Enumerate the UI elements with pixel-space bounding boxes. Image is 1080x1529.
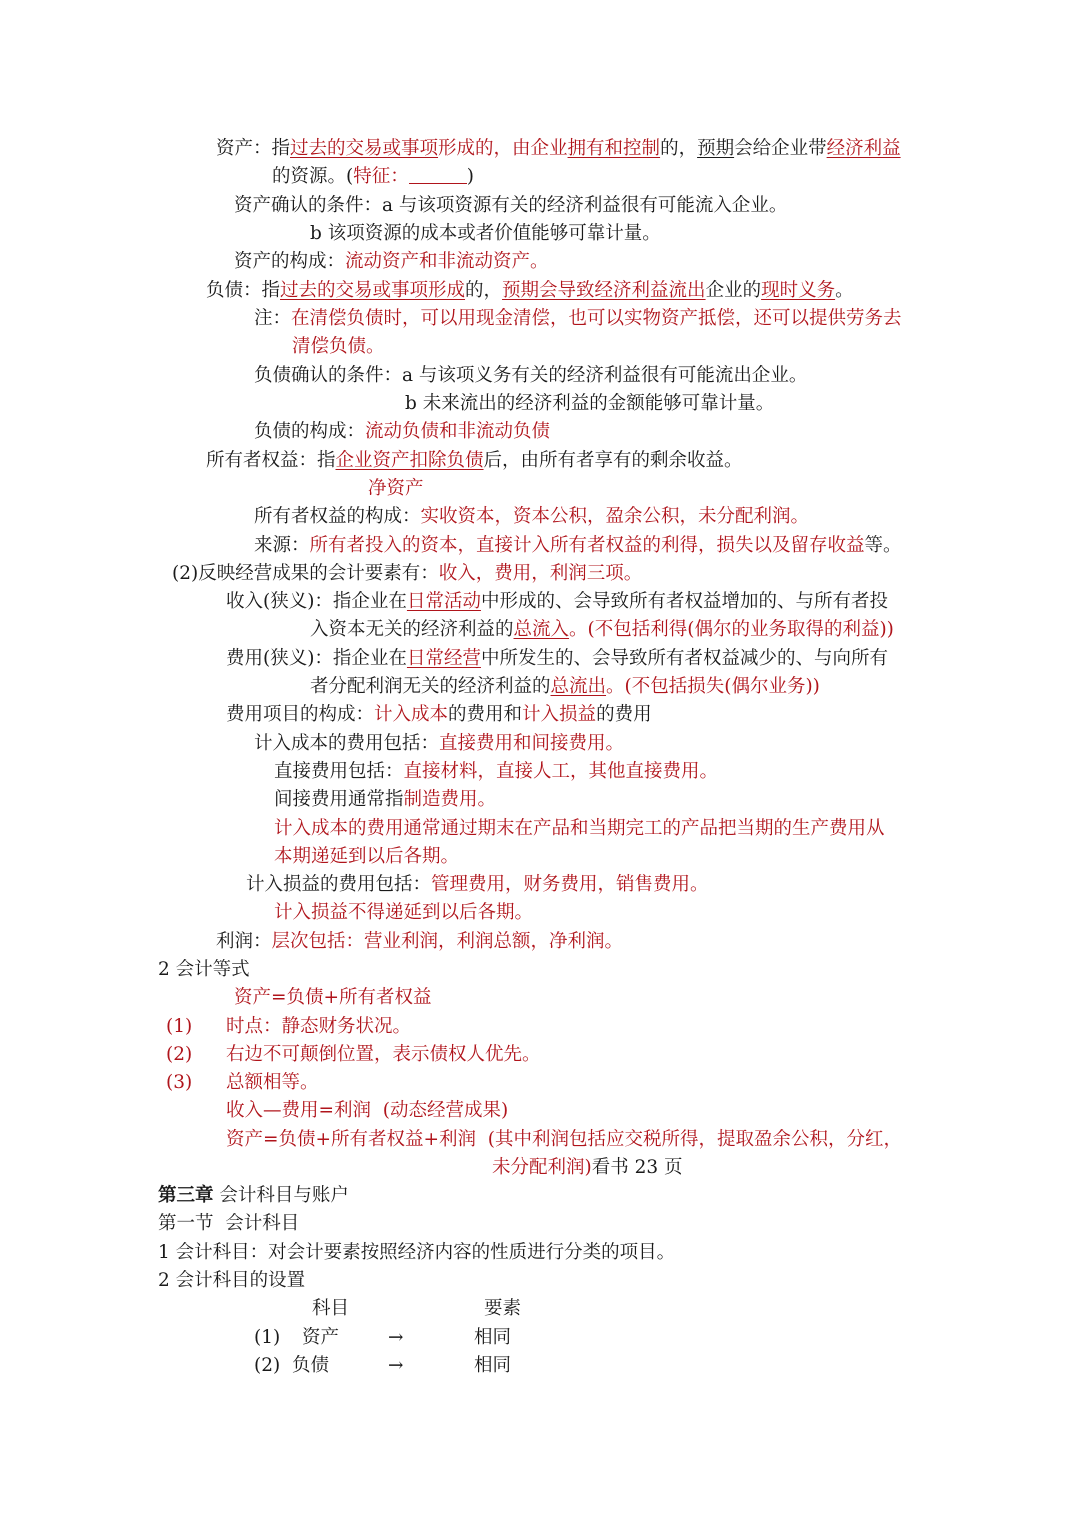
asset-condition-b: b 该项资源的成本或者价值能够可靠计量。 (310, 223, 661, 244)
fill-blank (409, 167, 467, 184)
equation-heading: 2 会计等式 (158, 959, 250, 980)
expense-items-composition: 费用项目的构成：计入成本的费用和计入损益的费用 (226, 704, 652, 725)
table-row-subject: 负债 (292, 1355, 330, 1376)
liability-condition-b: b 未来流出的经济利益的金额能够可靠计量。 (405, 393, 775, 414)
expense-definition-line-1: 费用(狭义)：指企业在日常经营中所发生的、会导致所有者权益减少的、与向所有 (226, 648, 888, 669)
revenue-definition-line-1: 收入(狭义)：指企业在日常活动中形成的、会导致所有者权益增加的、与所有者投 (226, 591, 888, 612)
account-definition: 1 会计科目：对会计要素按照经济内容的性质进行分类的项目。 (158, 1242, 676, 1263)
table-row-num: (1) (254, 1327, 281, 1348)
liability-condition-a: 负债确认的条件：a 与该项义务有关的经济利益很有可能流出企业。 (254, 365, 808, 386)
account-setting-heading: 2 会计科目的设置 (158, 1270, 306, 1291)
section-title: 第一节 会计科目 (158, 1213, 300, 1234)
profit-definition: 利润：层次包括：营业利润，利润总额，净利润。 (216, 931, 624, 952)
extended-equation-line-1: 资产=负债+所有者权益+利润 (其中利润包括应交税所得，提取盈余公积，分红， (226, 1129, 902, 1150)
revenue-definition-line-2: 入资本无关的经济利益的总流入。(不包括利得(偶尔的业务取得的利益)) (310, 619, 894, 640)
table-row-element: 相同 (474, 1327, 512, 1348)
equation-item-text: 总额相等。 (226, 1072, 319, 1093)
equation-item-text: 时点：静态财务状况。 (226, 1016, 412, 1037)
equation-item-text: 右边不可颠倒位置，表示债权人优先。 (226, 1044, 541, 1065)
table-header-element: 要素 (484, 1298, 522, 1319)
liability-note-line-1: 注：在清偿负债时，可以用现金清偿，也可以实物资产抵偿，还可以提供劳务去 (254, 308, 902, 329)
extended-equation-line-2: 未分配利润)看书 23 页 (492, 1157, 683, 1178)
operating-heading: (2)反映经营成果的会计要素有：收入，费用，利润三项。 (172, 563, 643, 584)
equity-composition: 所有者权益的构成：实收资本，资本公积，盈余公积，未分配利润。 (254, 506, 810, 527)
arrow-right-icon: → (388, 1355, 404, 1376)
asset-condition-a: 资产确认的条件：a 与该项资源有关的经济利益很有可能流入企业。 (234, 195, 788, 216)
dynamic-equation: 收入—费用=利润 (动态经营成果) (226, 1100, 509, 1121)
chapter-title: 第三章 会计科目与账户 (158, 1185, 349, 1206)
arrow-right-icon: → (388, 1327, 404, 1348)
equity-definition: 所有者权益：指企业资产扣除负债后，由所有者享有的剩余收益。 (206, 450, 743, 471)
table-header-subject: 科目 (312, 1298, 350, 1319)
liability-definition: 负债：指过去的交易或事项形成的，预期会导致经济利益流出企业的现时义务。 (206, 280, 854, 301)
pl-note: 计入损益不得递延到以后各期。 (274, 902, 534, 923)
pl-expenses: 计入损益的费用包括：管理费用，财务费用，销售费用。 (246, 874, 709, 895)
liability-note-line-2: 清偿负债。 (292, 336, 385, 357)
cost-note-line-1: 计入成本的费用通常通过期末在产品和当期完工的产品把当期的生产费用从 (274, 818, 885, 839)
equation-item: (2) (166, 1044, 193, 1065)
cost-expenses: 计入成本的费用包括：直接费用和间接费用。 (254, 733, 625, 754)
equity-source: 来源：所有者投入的资本，直接计入所有者权益的利得，损失以及留存收益等。 (254, 535, 902, 556)
asset-definition-line-2: 的资源。(特征： ) (272, 166, 474, 187)
expense-definition-line-2: 者分配利润无关的经济利益的总流出。(不包括损失(偶尔业务)) (310, 676, 820, 697)
liability-composition: 负债的构成：流动负债和非流动负债 (254, 421, 551, 442)
direct-expenses: 直接费用包括：直接材料，直接人工，其他直接费用。 (274, 761, 719, 782)
table-row-subject: 资产 (302, 1327, 340, 1348)
table-row-num: (2) (254, 1355, 281, 1376)
asset-definition-line-1: 资产：指过去的交易或事项形成的，由企业拥有和控制的，预期会给企业带经济利益 (216, 138, 901, 159)
equity-net-assets-note: 净资产 (368, 478, 424, 499)
table-row-element: 相同 (474, 1355, 512, 1376)
cost-note-line-2: 本期递延到以后各期。 (274, 846, 460, 867)
equation-item: (1) (166, 1016, 193, 1037)
indirect-expenses: 间接费用通常指制造费用。 (274, 789, 497, 810)
equation-formula: 资产=负债+所有者权益 (234, 987, 432, 1008)
asset-composition: 资产的构成：流动资产和非流动资产。 (234, 251, 549, 272)
equation-item: (3) (166, 1072, 193, 1093)
